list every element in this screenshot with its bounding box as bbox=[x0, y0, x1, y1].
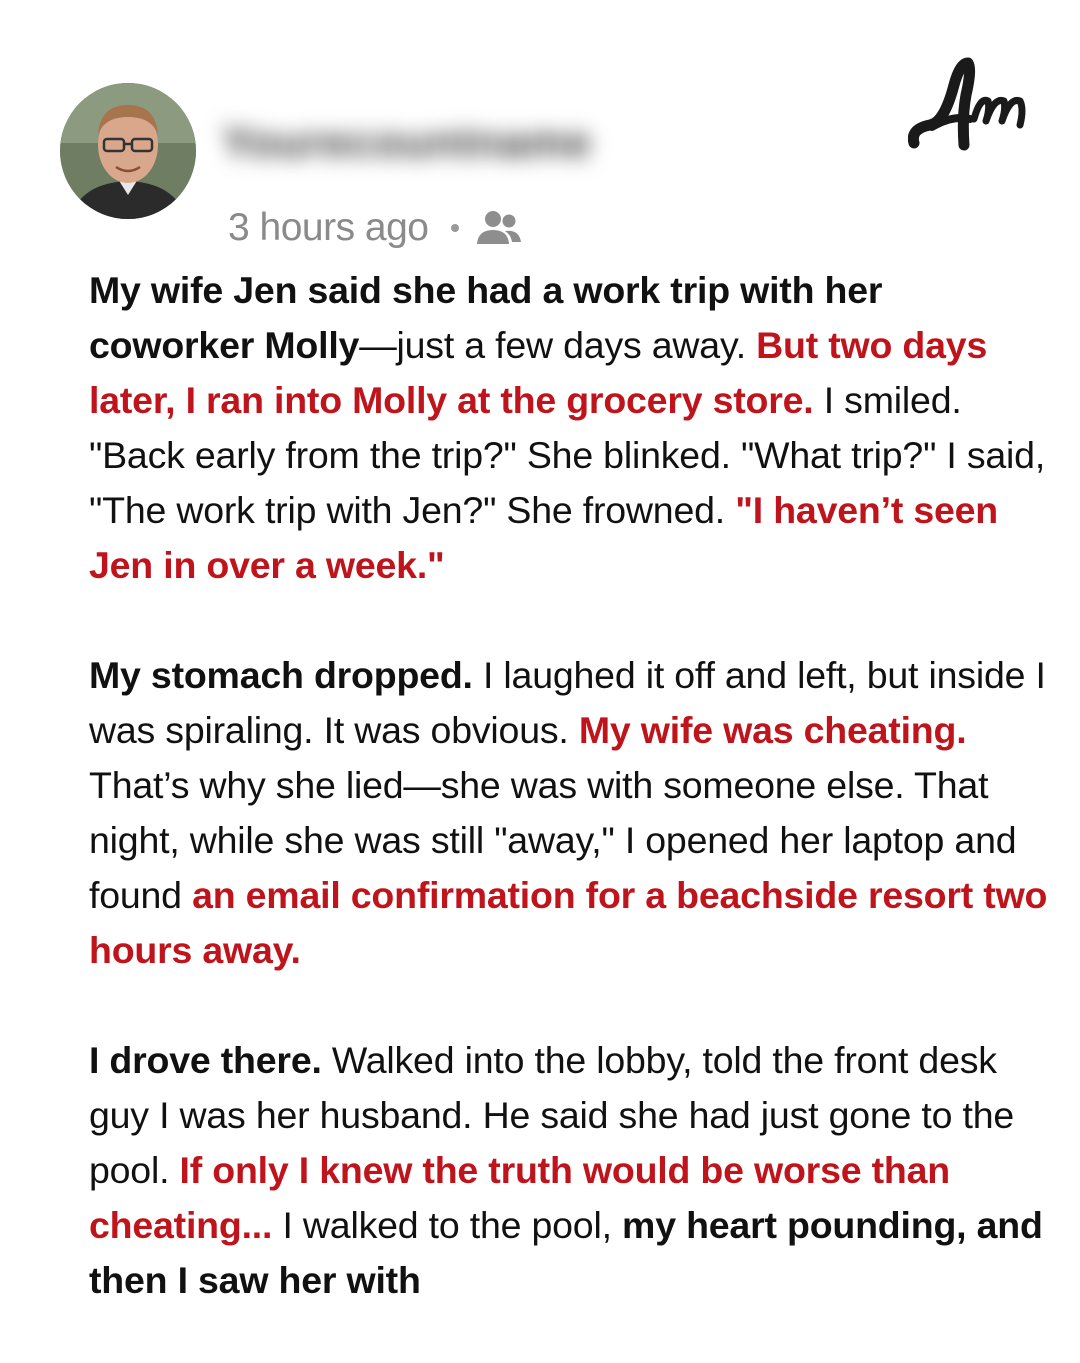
story-text: That’s why she lied—she was with someone else. That night, while she was still "away," I opened her laptop and found bbox=[89, 764, 1017, 916]
author-name[interactable]: Yourecountname bbox=[222, 118, 593, 167]
story-paragraph-2 bbox=[89, 648, 1049, 978]
bold-phrase: I drove there. bbox=[89, 1039, 322, 1081]
post-header bbox=[0, 0, 1080, 260]
story-text: I walked to the pool, bbox=[272, 1204, 623, 1246]
story-text: —just a few days away. bbox=[359, 324, 757, 366]
story-paragraph-1 bbox=[89, 263, 1049, 593]
story-text: I laughed it off and left, but inside I was spiraling. It was obvious. bbox=[89, 654, 1046, 751]
post-meta bbox=[228, 205, 523, 251]
story-text: Walked into the lobby, told the front desk guy I was her husband. He said she had just gone to the pool. bbox=[89, 1039, 1015, 1191]
bold-phrase: My stomach dropped. bbox=[89, 654, 473, 696]
post-timestamp[interactable]: 3 hours ago bbox=[228, 206, 429, 249]
avatar-image bbox=[60, 83, 196, 219]
avatar[interactable] bbox=[60, 83, 196, 219]
highlight-phrase: My wife was cheating. bbox=[578, 709, 967, 751]
highlight-phrase: But two days later, I ran into Molly at the grocery store. bbox=[89, 324, 988, 421]
highlight-phrase: an email confirmation for a beachside resort two hours away. bbox=[89, 874, 1048, 971]
bold-phrase: my heart pounding, and then I saw her with bbox=[89, 1204, 1043, 1301]
story-paragraph-3 bbox=[89, 1033, 1049, 1308]
separator-dot bbox=[451, 224, 459, 232]
post-body bbox=[89, 263, 1049, 1363]
highlight-phrase: "I haven’t seen Jen in over a week." bbox=[89, 489, 998, 586]
story-text: I smiled. "Back early from the trip?" She blinked. "What trip?" I said, "The work trip with Jen?" She frowned. bbox=[89, 379, 1046, 531]
friends-icon[interactable] bbox=[475, 208, 523, 248]
highlight-phrase: If only I knew the truth would be worse than cheating... bbox=[89, 1149, 950, 1246]
bold-phrase: My wife Jen said she had a work trip with her coworker Molly bbox=[89, 269, 883, 366]
brand-logo bbox=[908, 55, 1038, 155]
